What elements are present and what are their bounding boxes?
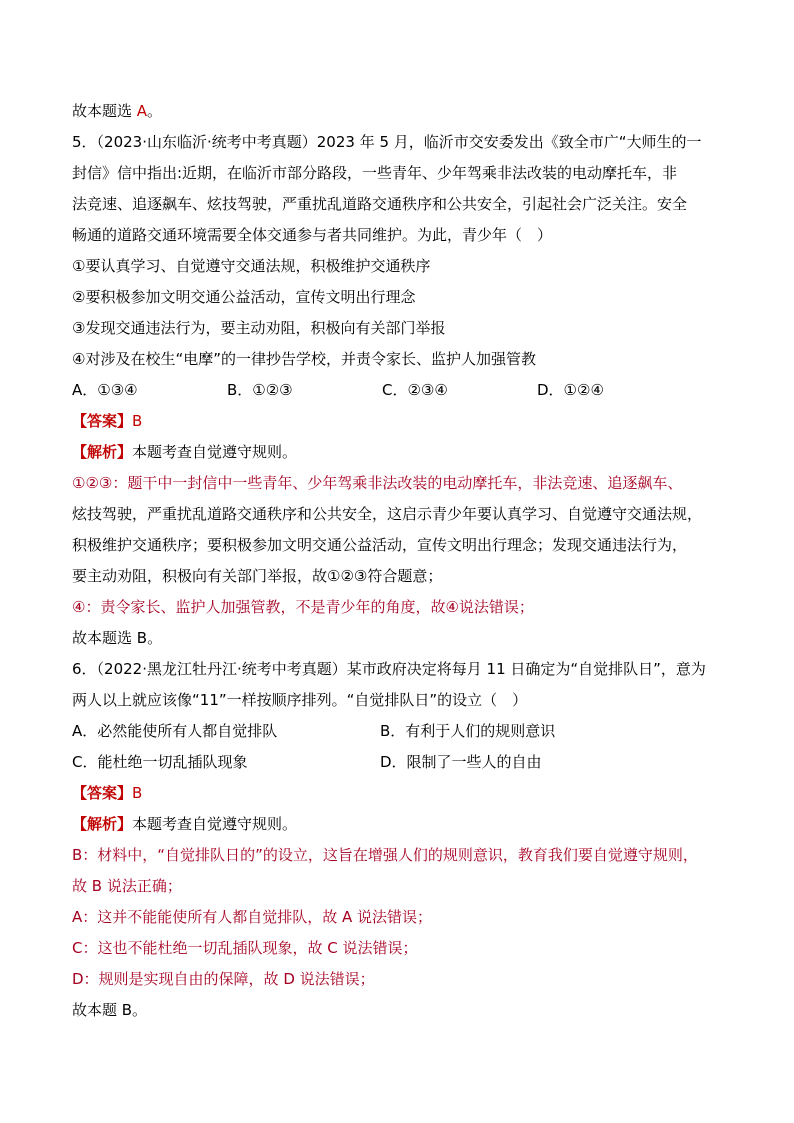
q6-options-row-1 [72, 716, 726, 747]
q5-option-b: B．①②③ [227, 381, 293, 399]
q6-analysis-line-3: A：这并不能能使所有人都自觉排队，故 A 说法错误； [72, 908, 433, 926]
q4-conclusion-suffix: 。 [147, 102, 163, 120]
q6-analysis-tag: 【解析】 [72, 815, 133, 833]
q5-option-a: A．①③④ [72, 381, 138, 399]
q5-analysis-line-3: 积极维护交通秩序；要积极参加文明交通公益活动，宣传文明出行理念；发现交通违法行为， [72, 536, 688, 554]
q6-conclusion: 故本题 B。 [72, 1001, 148, 1019]
q5-stem-text-1: 2023 年 5 月，临沂市交安委发出《致全市广“大师生的一 [316, 133, 702, 151]
q6-number: 6． [72, 660, 97, 678]
q6-answer [72, 778, 726, 809]
q5-analysis-tag: 【解析】 [72, 443, 133, 461]
q5-stem-line-3: 法竞速、追逐飙车、炫技驾驶，严重扰乱道路交通秩序和公共安全，引起社会广泛关注。安全 [72, 195, 688, 213]
q6-stem-line-1 [72, 654, 726, 685]
q5-analysis-intro [72, 437, 726, 468]
q4-conclusion-prefix: 故本题选 [72, 102, 137, 120]
q5-options [72, 375, 726, 406]
q5-analysis-line-2: 炫技驾驶，严重扰乱道路交通秩序和公共安全，这启示青少年要认真学习、自觉遵守交通法规， [72, 505, 703, 523]
q5-answer [72, 406, 726, 437]
q4-conclusion-answer: A [136, 102, 148, 120]
q5-option-d: D．①②④ [537, 381, 604, 399]
q5-conclusion-suffix: 。 [147, 629, 163, 647]
q6-analysis-line-5: D：规则是实现自由的保障，故 D 说法错误； [72, 970, 375, 988]
document-page [72, 96, 726, 1026]
q5-conclusion-answer: B [136, 629, 148, 647]
q5-option-c: C．②③④ [382, 381, 448, 399]
q6-analysis-line-2: 故 B 说法正确； [72, 877, 182, 895]
q6-option-c: C．能杜绝一切乱插队现象 [72, 753, 248, 771]
q5-conclusion-prefix: 故本题选 [72, 629, 137, 647]
q5-statement-2: ②要积极参加文明交通公益活动，宣传文明出行理念 [72, 288, 416, 306]
q6-option-b: B．有利于人们的规则意识 [380, 722, 556, 740]
q6-source: （2022·黑龙江牡丹江·统考中考真题） [96, 660, 347, 678]
q5-stem-line-2: 封信》信中指出:近期，在临沂市部分路段，一些青年、少年驾乘非法改装的电动摩托车，非 [72, 164, 678, 182]
q5-statement-3: ③发现交通违法行为，要主动劝阻，积极向有关部门举报 [72, 319, 446, 337]
q4-conclusion [72, 96, 726, 127]
q5-conclusion [72, 623, 726, 654]
q6-analysis-line-1: B：材料中，“自觉排队日的”的设立，这旨在增强人们的规则意识，教育我们要自觉遵守规则， [72, 846, 698, 864]
q6-option-a: A．必然能使所有人都自觉排队 [72, 722, 278, 740]
q5-source: （2023·山东临沂·统考中考真题） [96, 133, 317, 151]
q6-analysis-intro [72, 809, 726, 840]
q5-answer-value: B [132, 412, 143, 430]
q5-stem-line-1 [72, 127, 726, 158]
q5-analysis-intro-text: 本题考查自觉遵守规则。 [132, 443, 298, 461]
q5-analysis-line-1: ①②③：题干中一封信中一些青年、少年驾乘非法改装的电动摩托车，非法竞速、追逐飙车、 [72, 474, 683, 492]
q6-answer-tag: 【答案】 [72, 784, 133, 802]
q5-stem-line-4: 畅通的道路交通环境需要全体交通参与者共同维护。为此，青少年（ ） [72, 226, 553, 244]
q5-analysis-line-5: ④：责令家长、监护人加强管教，不是青少年的角度，故④说法错误； [72, 598, 534, 616]
q5-number: 5． [72, 133, 97, 151]
q6-answer-value: B [132, 784, 143, 802]
q6-option-d: D．限制了一些人的自由 [380, 753, 542, 771]
q6-analysis-line-4: C：这也不能杜绝一切乱插队现象，故 C 说法错误； [72, 939, 418, 957]
q6-stem-line-2: 两人以上就应该像“11”一样按顺序排列。“自觉排队日”的设立（ ） [72, 691, 528, 709]
q5-answer-tag: 【答案】 [72, 412, 133, 430]
q6-analysis-intro-text: 本题考查自觉遵守规则。 [132, 815, 298, 833]
q5-analysis-line-4: 要主动劝阻，积极向有关部门举报，故①②③符合题意； [72, 567, 443, 585]
q5-statement-1: ①要认真学习、自觉遵守交通法规，积极维护交通秩序 [72, 257, 431, 275]
q6-stem-text-1: 某市政府决定将每月 11 日确定为“自觉排队日”，意为 [346, 660, 706, 678]
q6-options-row-2 [72, 747, 726, 778]
q5-statement-4: ④对涉及在校生“电摩”的一律抄告学校，并责令家长、监护人加强管教 [72, 350, 536, 368]
